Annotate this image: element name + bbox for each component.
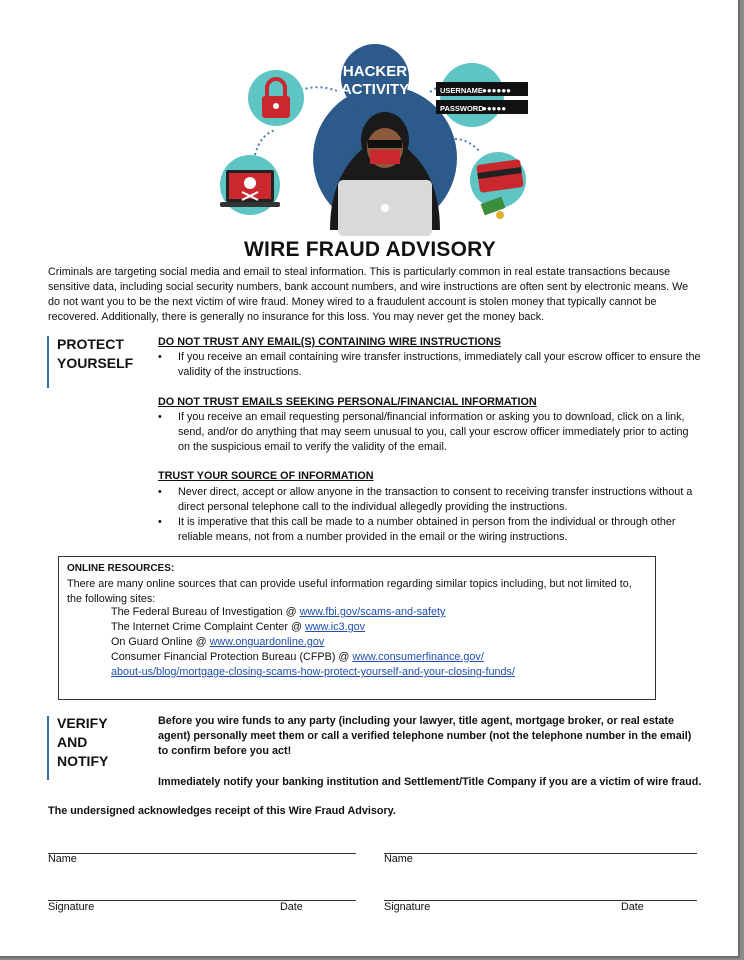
svg-text:ACTIVITY: ACTIVITY: [340, 81, 410, 98]
hacker-illustration: [200, 40, 540, 240]
name-label-left: Name: [48, 853, 77, 865]
onguard-link[interactable]: www.onguardonline.gov: [209, 636, 325, 648]
signature-label-right: Signature: [384, 901, 431, 913]
verify-paragraph: Before you wire funds to any party (including your lawyer, title agent, mortgage broker, or real estate agent) personally meet them or call a verified telephone number (not the telephone number in the email) to confirm before you act!: [158, 715, 692, 757]
bullet-item: • Never direct, accept or allow anyone in the transaction to consent to receiving transfer instructions without a direct personal telephone call to the individual allegedly providing the instructions.: [158, 486, 693, 513]
date-label-left: Date: [280, 901, 303, 913]
svg-text:PASSWORD: PASSWORD: [440, 104, 484, 113]
bullet-item: • If you receive an email containing wire transfer instructions, immediately call your escrow officer to ensure the validity of the instructions.: [158, 351, 701, 378]
credentials-icon: [436, 63, 528, 127]
cfpb-link-continued[interactable]: about-us/blog/mortgage-closing-scams-how-protect-yourself-and-your-closing-funds/: [111, 666, 515, 678]
resource-cfpb: Consumer Financial Protection Bureau (CFPB) @ www.consumerfinance.gov/: [111, 651, 484, 663]
name-line-left[interactable]: [48, 853, 356, 854]
signature-label-left: Signature: [48, 901, 95, 913]
resources-heading: ONLINE RESOURCES:: [67, 563, 175, 574]
name-line-right[interactable]: [384, 853, 697, 854]
date-label-right: Date: [621, 901, 644, 913]
acknowledgement: The undersigned acknowledges receipt of this Wire Fraud Advisory.: [48, 805, 396, 817]
resource-cfpb-link-continued: [111, 665, 515, 680]
skull-laptop-icon: [220, 155, 280, 215]
verify-heading: VERIFY AND NOTIFY: [57, 715, 109, 769]
credit-card-icon: [470, 152, 526, 219]
dotted-connector: [255, 130, 275, 155]
protect-accent-bar: [47, 336, 49, 388]
resource-ic3: The Internet Crime Complaint Center @ www.ic3.gov: [111, 621, 365, 633]
resource-onguard: On Guard Online @ www.onguardonline.gov: [111, 636, 325, 648]
subheading-wire-instructions: DO NOT TRUST ANY EMAIL(S) CONTAINING WIRE INSTRUCTIONS: [158, 336, 501, 348]
cfpb-link[interactable]: www.consumerfinance.gov/: [352, 651, 484, 663]
svg-text:HACKER: HACKER: [342, 63, 408, 80]
subheading-personal-info: DO NOT TRUST EMAILS SEEKING PERSONAL/FINANCIAL INFORMATION: [158, 396, 537, 408]
name-label-right: Name: [384, 853, 413, 865]
subheading-trust-source: TRUST YOUR SOURCE OF INFORMATION: [158, 470, 374, 482]
protect-heading: PROTECT YOURSELF: [57, 336, 134, 371]
resources-intro: There are many online sources that can provide useful information regarding similar topics including, but not limited to, the following sites:: [67, 578, 632, 605]
svg-text:●●●●●●: ●●●●●●: [482, 86, 511, 95]
fbi-link[interactable]: www.fbi.gov/scams-and-safety: [299, 606, 446, 618]
page-title: WIRE FRAUD ADVISORY: [244, 238, 496, 261]
svg-text:●●●●●: ●●●●●: [482, 104, 507, 113]
intro-paragraph: Criminals are targeting social media and email to steal information. This is particularly common in real estate transactions because sensitive data, including social security numbers, bank account numbers, and wire instructions are often sent by electronic means. We do not want you to be the next victim of wire fraud. Money wired to a fraudulent account is stolen money that typically cannot be recovered. Additionally, there is generally no insurance for this loss. You may never get the money back.: [48, 266, 689, 323]
verify-accent-bar: [47, 716, 49, 780]
notify-paragraph: Immediately notify your banking institution and Settlement/Title Company if you are a victim of wire fraud.: [158, 776, 702, 788]
bullet-item: • It is imperative that this call be made to a number obtained in person from the individual or through other reliable means, not from a number provided in the email or the wiring instructions.: [158, 516, 676, 543]
svg-text:USERNAME: USERNAME: [440, 86, 483, 95]
online-resources-box: [58, 556, 656, 700]
ic3-link[interactable]: www.ic3.gov: [304, 621, 365, 633]
hacker-activity-badge: [341, 44, 409, 112]
lock-icon: [248, 70, 304, 126]
signature-line-right[interactable]: [384, 900, 697, 901]
resource-fbi: The Federal Bureau of Investigation @ www.fbi.gov/scams-and-safety: [111, 606, 446, 618]
bullet-item: • If you receive an email requesting personal/financial information or asking you to download, click on a link, send, and/or do anything that may seem unusual to you, call your escrow officer immediately prior to acting on the suspicious email to verify the validity of the email.: [158, 411, 689, 453]
